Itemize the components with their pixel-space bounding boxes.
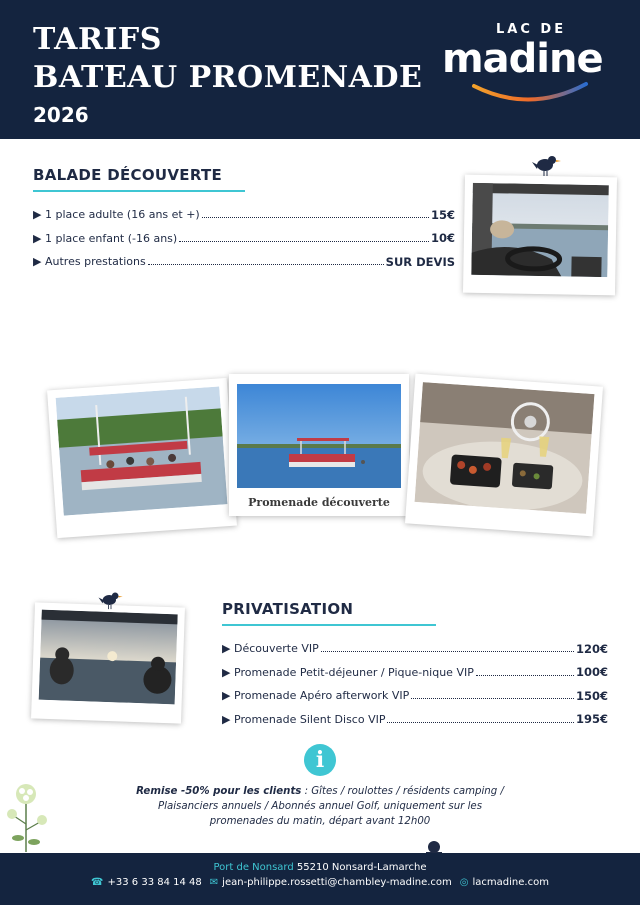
balade-decouverte-title: BALADE DÉCOUVERTE bbox=[33, 166, 223, 184]
footer-address-rest: 55210 Nonsard-Lamarche bbox=[293, 862, 427, 873]
privatisation-title: PRIVATISATION bbox=[222, 600, 354, 618]
promenade-boat-image bbox=[237, 384, 401, 488]
price-value: 10€ bbox=[430, 231, 455, 246]
price-value: 15€ bbox=[430, 207, 455, 222]
bird-icon bbox=[532, 153, 562, 177]
boat-helm-image bbox=[471, 183, 609, 277]
dot-leader bbox=[411, 698, 574, 699]
footer-contacts bbox=[0, 877, 640, 888]
price-value: 100€ bbox=[575, 665, 608, 680]
snail-icon bbox=[424, 838, 444, 854]
photo-promenade-decouverte bbox=[229, 374, 409, 516]
price-value: 120€ bbox=[575, 641, 608, 656]
price-row-other bbox=[33, 250, 455, 274]
phone-number[interactable]: +33 6 33 84 14 48 bbox=[107, 877, 202, 888]
price-label: Découverte VIP bbox=[234, 642, 319, 656]
title-line-1: TARIFS bbox=[33, 22, 162, 57]
footer-port: Port de Nonsard bbox=[213, 862, 294, 873]
chevron-right-icon: ▶ bbox=[222, 642, 231, 656]
price-value: SUR DEVIS bbox=[385, 254, 455, 269]
footer-phone[interactable] bbox=[91, 877, 202, 888]
flower-icon bbox=[2, 780, 52, 852]
lac-de-madine-logo bbox=[440, 22, 620, 112]
vip-snacks-image bbox=[415, 382, 595, 514]
price-label: Promenade Apéro afterwork VIP bbox=[234, 689, 410, 703]
dot-leader bbox=[387, 722, 574, 723]
logo-word: madine bbox=[442, 36, 603, 82]
footer-address bbox=[0, 862, 640, 873]
price-row-silent-disco bbox=[222, 708, 608, 732]
email-address[interactable]: jean-philippe.rossetti@chambley-madine.com bbox=[222, 877, 452, 888]
price-row-child bbox=[33, 227, 455, 251]
photo-boat-helm bbox=[463, 175, 617, 296]
price-row-adult bbox=[33, 203, 455, 227]
photo-sunset bbox=[31, 602, 185, 723]
privatisation-underline bbox=[222, 624, 436, 626]
photo-caption: Promenade découverte bbox=[248, 496, 390, 509]
balade-underline bbox=[33, 190, 245, 192]
price-label: Autres prestations bbox=[45, 255, 146, 269]
dot-leader bbox=[202, 217, 429, 218]
chevron-right-icon: ▶ bbox=[33, 208, 42, 222]
dot-leader bbox=[476, 675, 574, 676]
photo-vip-snacks bbox=[405, 374, 603, 537]
price-value: 150€ bbox=[575, 688, 608, 703]
phone-icon: ☎ bbox=[91, 877, 104, 888]
chevron-right-icon: ▶ bbox=[33, 231, 42, 245]
price-value: 195€ bbox=[575, 712, 608, 727]
title-line-2: BATEAU PROMENADE bbox=[33, 60, 423, 95]
website-link[interactable]: lacmadine.com bbox=[472, 877, 549, 888]
year: 2026 bbox=[33, 103, 89, 127]
chevron-right-icon: ▶ bbox=[222, 689, 231, 703]
chevron-right-icon: ▶ bbox=[33, 255, 42, 269]
pontoon-boat-image bbox=[56, 386, 228, 515]
header-banner bbox=[0, 0, 640, 139]
dot-leader bbox=[321, 651, 574, 652]
footer bbox=[0, 853, 640, 905]
sunset-image bbox=[39, 610, 178, 705]
footer-email[interactable] bbox=[210, 877, 452, 888]
logo-swoosh-icon bbox=[470, 80, 590, 106]
price-row-petit-dejeuner bbox=[222, 661, 608, 685]
balade-price-list bbox=[33, 203, 455, 274]
price-label: Promenade Petit-déjeuner / Pique-nique VIP bbox=[234, 665, 474, 679]
price-label: Promenade Silent Disco VIP bbox=[234, 712, 386, 726]
discount-note-rest: : Gîtes / roulottes / résidents camping / Plaisanciers annuels / Abonnés annuel Golf, uniquement sur les promenades du matin, départ avant 12h00 bbox=[157, 786, 504, 827]
price-row-decouverte-vip bbox=[222, 637, 608, 661]
info-icon: i bbox=[304, 744, 336, 776]
logo-top-text: LAC DE bbox=[496, 22, 567, 37]
price-label: 1 place enfant (-16 ans) bbox=[45, 231, 178, 245]
footer-website[interactable] bbox=[460, 877, 549, 888]
dot-leader bbox=[179, 241, 429, 242]
price-label: 1 place adulte (16 ans et +) bbox=[45, 208, 200, 222]
photo-pontoon-boat bbox=[47, 378, 237, 538]
chevron-right-icon: ▶ bbox=[222, 665, 231, 679]
dot-leader bbox=[148, 264, 384, 265]
chevron-right-icon: ▶ bbox=[222, 712, 231, 726]
discount-note bbox=[130, 784, 510, 829]
discount-note-bold: Remise -50% pour les clients bbox=[136, 786, 302, 797]
privatisation-price-list bbox=[222, 637, 608, 731]
bird-icon bbox=[98, 590, 124, 610]
globe-icon: ◎ bbox=[459, 877, 469, 888]
mail-icon: ✉ bbox=[209, 877, 219, 888]
price-row-apero-afterwork bbox=[222, 684, 608, 708]
